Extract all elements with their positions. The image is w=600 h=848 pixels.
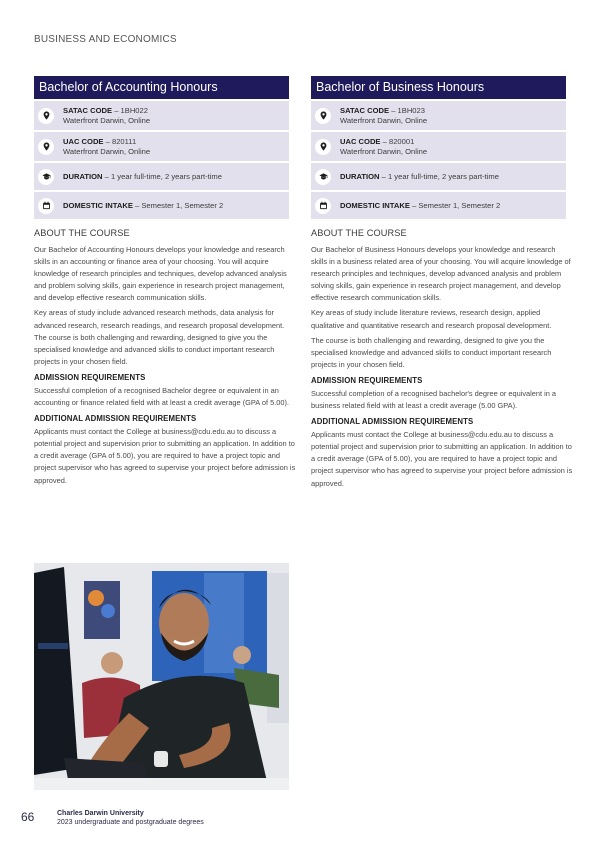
about-paragraph: Our Bachelor of Accounting Honours develops your knowledge and research skills in an accounting or finance area of your choosing. You will acquire knowledge of research principles and techniques, develop advanced analysis and problem solving skills, gain experience in research project management, and develop effective research communication skills. — [34, 245, 287, 303]
info-label: DURATION — [63, 171, 103, 181]
about-paragraph: Key areas of study include literature reviews, research design, applied qualitative and quantitative research and research proposal development. — [311, 308, 552, 330]
about-paragraph: The course is both challenging and rewarding, designed to give you the specialised knowledge and advanced skills to conduct important research projects in your chosen field. — [311, 335, 552, 369]
info-value: 1 year full-time, 2 years part-time — [387, 171, 499, 181]
additional-admission-text: Applicants must contact the College at business@cdu.edu.au to discuss a potential project and supervision prior to submitting an application. In addition to a credit average (GPA of 5.00), you are required to have a project topic and project supervisor who has agreed to supervise your project before admission is approved. — [34, 427, 296, 485]
info-value: Semester 1, Semester 2 — [418, 200, 501, 210]
about-heading: ABOUT THE COURSE — [311, 228, 407, 238]
map-pin-icon — [38, 108, 54, 124]
info-sub: Waterfront Darwin, Online — [63, 146, 151, 156]
footer-subtitle: 2023 undergraduate and postgraduate degrees — [57, 818, 204, 826]
footer-text — [57, 810, 204, 827]
info-label: UAC CODE — [340, 136, 381, 146]
info-row-uac: UAC CODE – 820111 Waterfront Darwin, Online — [34, 132, 289, 161]
admission-text: Successful completion of a recognised Bachelor degree or equivalent in an accounting or finance related field with at least a credit average (GPA of 5.00). — [34, 385, 289, 408]
page-number: 66 — [21, 810, 35, 824]
course-body-accounting — [34, 228, 296, 490]
info-label: DOMESTIC INTAKE — [63, 200, 133, 210]
additional-admission-heading: ADDITIONAL ADMISSION REQUIREMENTS — [34, 414, 197, 424]
info-value: 1BH023 — [397, 105, 425, 115]
info-row-intake: DOMESTIC INTAKE – Semester 1, Semester 2 — [34, 192, 289, 219]
info-label: DURATION — [340, 171, 380, 181]
info-value: 1BH022 — [120, 105, 148, 115]
course-card-accounting — [34, 76, 289, 219]
info-row-satac: SATAC CODE – 1BH023 Waterfront Darwin, Online — [311, 101, 566, 130]
additional-admission-text: Applicants must contact the College at business@cdu.edu.au to discuss a potential project and supervision prior to submitting an application. In addition to a credit average (GPA of 5.00), you are required to have a project topic and project supervisor who has agreed to supervise your project before admission is approved. — [311, 430, 573, 488]
info-value: 1 year full-time, 2 years part-time — [110, 171, 222, 181]
course-body-business — [311, 228, 573, 493]
course-title: Bachelor of Business Honours — [311, 76, 566, 99]
admission-text: Successful completion of a recognised bachelor's degree or equivalent in a business related field with at least a credit average (5.00 GPA). — [311, 388, 557, 411]
admission-heading: ADMISSION REQUIREMENTS — [311, 375, 423, 385]
course-title: Bachelor of Accounting Honours — [34, 76, 289, 99]
info-label: DOMESTIC INTAKE — [340, 200, 410, 210]
additional-admission-heading: ADDITIONAL ADMISSION REQUIREMENTS — [311, 417, 474, 427]
info-row-duration: DURATION – 1 year full-time, 2 years part-time — [34, 163, 289, 190]
info-value: Semester 1, Semester 2 — [141, 200, 224, 210]
info-row-uac: UAC CODE – 820001 Waterfront Darwin, Online — [311, 132, 566, 161]
info-row-intake: DOMESTIC INTAKE – Semester 1, Semester 2 — [311, 192, 566, 219]
info-label: SATAC CODE — [340, 105, 390, 115]
map-pin-icon — [38, 139, 54, 155]
info-row-satac: SATAC CODE – 1BH022 Waterfront Darwin, Online — [34, 101, 289, 130]
info-value: 820001 — [388, 136, 415, 146]
map-pin-icon — [315, 108, 331, 124]
student-photo — [34, 563, 289, 790]
about-paragraph: Key areas of study include advanced research methods, data analysis for advanced research, research readings, and research proposal development. The course is both challenging and rewarding, designed to give you the specialised knowledge and advanced skills to conduct important research projects in your chosen field. — [34, 308, 285, 366]
info-sub: Waterfront Darwin, Online — [340, 115, 428, 125]
calendar-icon — [38, 198, 54, 214]
graduation-cap-icon — [38, 169, 54, 185]
info-sub: Waterfront Darwin, Online — [340, 146, 428, 156]
about-heading: ABOUT THE COURSE — [34, 228, 130, 238]
footer-university: Charles Darwin University — [57, 810, 144, 817]
info-value: 820111 — [111, 136, 137, 146]
course-card-business — [311, 76, 566, 219]
info-sub: Waterfront Darwin, Online — [63, 115, 151, 125]
info-row-duration: DURATION – 1 year full-time, 2 years part-time — [311, 163, 566, 190]
info-label: UAC CODE — [63, 136, 104, 146]
map-pin-icon — [315, 139, 331, 155]
section-label: BUSINESS AND ECONOMICS — [34, 34, 177, 45]
info-label: SATAC CODE — [63, 105, 113, 115]
about-paragraph: Our Bachelor of Business Honours develops your knowledge and research skills in a business related area of your choosing. You will acquire knowledge of research principles and techniques, develop advanced analysis and problem solving skills, gain experience in research project management, and develop effective research communication skills. — [311, 245, 571, 303]
graduation-cap-icon — [315, 169, 331, 185]
calendar-icon — [315, 198, 331, 214]
admission-heading: ADMISSION REQUIREMENTS — [34, 372, 146, 382]
